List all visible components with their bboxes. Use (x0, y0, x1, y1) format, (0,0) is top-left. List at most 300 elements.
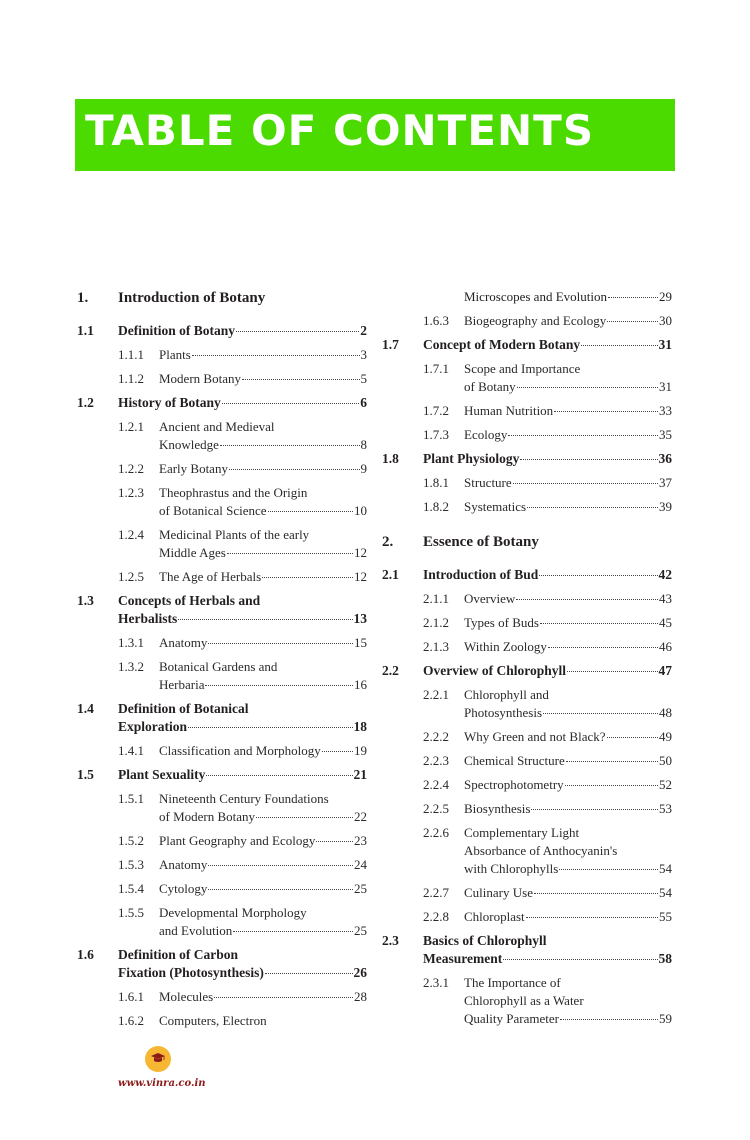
toc-entry-chapter[interactable] (77, 288, 367, 308)
entry-body (159, 856, 367, 874)
entry-title: Knowledge (159, 437, 219, 452)
entry-line (159, 658, 367, 676)
website-url[interactable]: www.vinra.co.in (118, 1078, 206, 1089)
entry-body (464, 360, 672, 396)
dot-leader (508, 435, 658, 436)
entry-title: Within Zoology (464, 639, 547, 654)
toc-entry-section[interactable] (382, 336, 672, 354)
entry-line (118, 964, 367, 982)
page-number: 31 (658, 337, 672, 352)
entry-body (118, 394, 367, 412)
entry-line (464, 474, 672, 492)
entry-body (423, 336, 672, 354)
dot-leader (566, 761, 658, 762)
entry-line (118, 766, 367, 784)
entry-line (159, 502, 367, 520)
entry-number: 2.1.2 (423, 615, 449, 630)
entry-title: Human Nutrition (464, 403, 554, 418)
dot-leader (208, 889, 353, 890)
entry-line (118, 322, 367, 340)
page-number: 37 (659, 475, 672, 490)
entry-body (464, 638, 672, 656)
entry-line (159, 436, 367, 454)
page-number: 12 (354, 545, 367, 560)
entry-number: 1.5.1 (118, 791, 144, 806)
entry-line (464, 728, 672, 746)
entry-body (464, 884, 672, 902)
dot-leader (178, 619, 352, 620)
dot-leader (222, 403, 360, 404)
entry-number: 1.8.1 (423, 475, 449, 490)
entry-title: Plant Geography and Ecology (159, 833, 316, 848)
entry-line (159, 460, 367, 478)
dot-leader (322, 751, 353, 752)
toc-entry-sub[interactable] (77, 832, 367, 850)
entry-line (118, 700, 367, 718)
entry-title: Classification and Morphology (159, 743, 321, 758)
entry-title: Essence of Botany (423, 534, 539, 550)
entry-title: Fixation (Photosynthesis) (118, 965, 264, 980)
entry-body (464, 800, 672, 818)
entry-number: 2.2.3 (423, 753, 449, 768)
entry-line (159, 880, 367, 898)
entry-line (464, 378, 672, 396)
entry-body (423, 450, 672, 468)
toc-entry-section[interactable] (77, 394, 367, 412)
toc-entry-sub[interactable] (382, 426, 672, 444)
toc-entry-sub[interactable] (382, 402, 672, 420)
page-number: 47 (658, 663, 672, 678)
entry-number: 1.5 (77, 767, 94, 782)
entry-body (159, 634, 367, 652)
toc-entry-sub[interactable] (77, 1012, 367, 1030)
entry-body (159, 742, 367, 760)
page-number: 52 (659, 777, 672, 792)
entry-title: Photosynthesis (464, 705, 543, 720)
entry-line (159, 634, 367, 652)
entry-title: Botanical Gardens and (159, 659, 278, 674)
entry-body (159, 370, 367, 388)
entry-line (464, 638, 672, 656)
entry-line (159, 790, 367, 808)
entry-number: 1.6 (77, 947, 94, 962)
toc-entry-sub[interactable] (382, 590, 672, 608)
entry-title: Exploration (118, 719, 188, 734)
entry-line (464, 590, 672, 608)
entry-body (464, 776, 672, 794)
toc-entry-sub[interactable] (77, 904, 367, 940)
toc-left-column (77, 288, 367, 1030)
entry-line (159, 346, 367, 364)
entry-line (159, 832, 367, 850)
toc-entry-section[interactable] (77, 322, 367, 340)
dot-leader (527, 507, 658, 508)
dot-leader (559, 869, 658, 870)
toc-entry-section[interactable] (77, 700, 367, 736)
dot-leader (531, 809, 658, 810)
toc-entry-sub[interactable] (382, 824, 672, 878)
dot-leader (520, 459, 657, 460)
entry-line (464, 908, 672, 926)
page-number: 5 (360, 371, 367, 386)
dot-leader (192, 355, 360, 356)
dot-leader (560, 1019, 658, 1020)
entry-title: Systematics (464, 499, 527, 514)
entry-number: 2.1 (382, 567, 399, 582)
entry-body (118, 766, 367, 784)
entry-number: 1.5.3 (118, 857, 144, 872)
entry-title: Herbalists (118, 611, 178, 626)
toc-entry-section[interactable] (77, 766, 367, 784)
entry-title: Middle Ages (159, 545, 226, 560)
entry-line (159, 742, 367, 760)
dot-leader (526, 917, 658, 918)
entry-number: 1.2.1 (118, 419, 144, 434)
entry-line (464, 704, 672, 722)
entry-title: Concepts of Herbals and (118, 593, 261, 608)
entry-title: Overview of Chlorophyll (423, 663, 566, 678)
toc-entry-section[interactable] (77, 946, 367, 982)
dot-leader (516, 599, 658, 600)
entry-title: Computers, Electron (159, 1013, 267, 1028)
entry-line (159, 856, 367, 874)
toc-entry-sub[interactable] (77, 568, 367, 586)
toc-entry-sub[interactable] (77, 658, 367, 694)
entry-line (159, 676, 367, 694)
entry-number: 2.2.5 (423, 801, 449, 816)
page-number: 16 (354, 677, 367, 692)
entry-title: Plant Sexuality (118, 767, 206, 782)
entry-title: with Chlorophylls (464, 861, 559, 876)
entry-number: 2.2.1 (423, 687, 449, 702)
dot-leader (513, 483, 658, 484)
entry-line (464, 884, 672, 902)
page-number: 36 (658, 451, 672, 466)
page-number: 25 (354, 881, 367, 896)
entry-line (464, 824, 672, 842)
entry-number: 1.2 (77, 395, 94, 410)
toc-entry-sub[interactable] (382, 474, 672, 492)
entry-title: Structure (464, 475, 512, 490)
page-title: TABLE OF CONTENTS (85, 106, 595, 155)
toc-entry-sub[interactable] (77, 880, 367, 898)
entry-title: Anatomy (159, 635, 208, 650)
toc-entry-sub[interactable] (77, 484, 367, 520)
page-number: 30 (659, 313, 672, 328)
entry-line (464, 752, 672, 770)
entry-title: Absorbance of Anthocyanin's (464, 843, 618, 858)
page-number: 54 (659, 885, 672, 900)
entry-body (464, 908, 672, 926)
entry-title: Molecules (159, 989, 214, 1004)
entry-body (464, 974, 672, 1028)
entry-number: 2.2.4 (423, 777, 449, 792)
page-number: 42 (658, 567, 672, 582)
dot-leader (205, 685, 353, 686)
toc-entry-sub[interactable] (77, 856, 367, 874)
toc-entry-sub[interactable] (77, 460, 367, 478)
entry-body (464, 402, 672, 420)
entry-body (118, 946, 367, 982)
toc-entry-section[interactable] (382, 450, 672, 468)
toc-entry-sub[interactable] (382, 884, 672, 902)
entry-line (118, 394, 367, 412)
entry-line (159, 1012, 367, 1030)
entry-line (464, 312, 672, 330)
entry-body (159, 880, 367, 898)
entry-title: Plants (159, 347, 191, 362)
entry-line (118, 592, 367, 610)
entry-number: 1.5.2 (118, 833, 144, 848)
entry-body (159, 658, 367, 694)
entry-title: Definition of Botanical (118, 701, 249, 716)
entry-title: Introduction of Botany (118, 290, 266, 306)
entry-number: 1.5.5 (118, 905, 144, 920)
entry-line (464, 974, 672, 992)
title-banner (75, 99, 675, 171)
dot-leader (256, 817, 353, 818)
entry-body (464, 728, 672, 746)
toc-entry-sub[interactable] (382, 312, 672, 330)
entry-title: Chemical Structure (464, 753, 565, 768)
entry-line (118, 288, 367, 308)
entry-line (464, 686, 672, 704)
entry-number: 1.8.2 (423, 499, 449, 514)
toc-entry-sub[interactable] (77, 418, 367, 454)
page-number: 24 (354, 857, 367, 872)
entry-line (159, 544, 367, 562)
entry-line (423, 950, 672, 968)
entry-body (423, 662, 672, 680)
toc-entry-sub[interactable] (77, 346, 367, 364)
toc-entry-sub[interactable] (77, 742, 367, 760)
toc-entry-sub[interactable] (77, 370, 367, 388)
toc-entry-chapter[interactable] (382, 532, 672, 552)
entry-line (159, 484, 367, 502)
entry-title: Ancient and Medieval (159, 419, 275, 434)
entry-body (159, 1012, 367, 1030)
entry-title: History of Botany (118, 395, 221, 410)
entry-body (118, 592, 367, 628)
entry-title: Why Green and not Black? (464, 729, 606, 744)
page-number: 58 (658, 951, 672, 966)
entry-title: Early Botany (159, 461, 228, 476)
entry-line (159, 988, 367, 1006)
toc-entry-sub[interactable] (382, 908, 672, 926)
toc-entry-section[interactable] (382, 566, 672, 584)
entry-body (423, 932, 672, 968)
entry-line (159, 568, 367, 586)
page-number: 59 (659, 1011, 672, 1026)
toc-entry-cont[interactable] (382, 288, 672, 306)
entry-title: Complementary Light (464, 825, 580, 840)
dot-leader (316, 841, 353, 842)
toc-entry-sub[interactable] (77, 634, 367, 652)
entry-number: 1.5.4 (118, 881, 144, 896)
entry-number: 2.1.1 (423, 591, 449, 606)
entry-title: Types of Buds (464, 615, 539, 630)
entry-title: Plant Physiology (423, 451, 520, 466)
entry-title: Scope and Importance (464, 361, 581, 376)
entry-line (423, 450, 672, 468)
entry-line (464, 288, 672, 306)
entry-line (464, 426, 672, 444)
entry-title: Theophrastus and the Origin (159, 485, 308, 500)
toc-entry-sub[interactable] (382, 638, 672, 656)
entry-title: Medicinal Plants of the early (159, 527, 310, 542)
dot-leader (539, 575, 657, 576)
page-number: 35 (659, 427, 672, 442)
page-number: 50 (659, 753, 672, 768)
entry-title: The Importance of (464, 975, 561, 990)
entry-number: 1.1.2 (118, 371, 144, 386)
page-number: 25 (354, 923, 367, 938)
toc-entry-section[interactable] (382, 662, 672, 680)
page-number: 48 (659, 705, 672, 720)
entry-title: Cytology (159, 881, 208, 896)
entry-body (159, 832, 367, 850)
dot-leader (208, 865, 353, 866)
entry-number: 1.4 (77, 701, 94, 716)
entry-number: 2.2.2 (423, 729, 449, 744)
toc-right-column (382, 288, 672, 1028)
entry-title: of Botany (464, 379, 516, 394)
dot-leader (503, 959, 657, 960)
entry-line (464, 776, 672, 794)
entry-title: of Botanical Science (159, 503, 267, 518)
entry-title: Definition of Botany (118, 323, 236, 338)
entry-line (159, 526, 367, 544)
toc-entry-sub[interactable] (382, 360, 672, 396)
entry-number: 1.6.2 (118, 1013, 144, 1028)
entry-title: Quality Parameter (464, 1011, 559, 1026)
entry-body (464, 614, 672, 632)
toc-entry-sub[interactable] (77, 988, 367, 1006)
entry-number: 1.7.3 (423, 427, 449, 442)
toc-entry-sub[interactable] (77, 790, 367, 826)
entry-number: 1.6.1 (118, 989, 144, 1004)
entry-number: 2.3 (382, 933, 399, 948)
toc-entry-section[interactable] (382, 932, 672, 968)
entry-line (464, 860, 672, 878)
entry-title: Nineteenth Century Foundations (159, 791, 329, 806)
dot-leader (229, 469, 360, 470)
dot-leader (607, 737, 658, 738)
entry-line (464, 402, 672, 420)
page-number: 19 (354, 743, 367, 758)
entry-title: and Evolution (159, 923, 233, 938)
dot-leader (208, 643, 353, 644)
entry-body (464, 824, 672, 878)
entry-line (464, 360, 672, 378)
entry-number: 2. (382, 534, 394, 550)
entry-number: 1.2.3 (118, 485, 144, 500)
page-number: 29 (659, 289, 672, 304)
entry-line (159, 370, 367, 388)
entry-number: 1.2.5 (118, 569, 144, 584)
entry-title: Basics of Chlorophyll (423, 933, 547, 948)
entry-title: Modern Botany (159, 371, 241, 386)
entry-number: 2.2.8 (423, 909, 449, 924)
entry-title: Ecology (464, 427, 508, 442)
entry-title: Anatomy (159, 857, 208, 872)
entry-title: Culinary Use (464, 885, 533, 900)
entry-body (464, 498, 672, 516)
page-number: 23 (354, 833, 367, 848)
page-number: 54 (659, 861, 672, 876)
entry-line (423, 932, 672, 950)
entry-body (464, 590, 672, 608)
page-number: 28 (354, 989, 367, 1004)
entry-line (423, 532, 672, 552)
dot-leader (548, 647, 658, 648)
entry-number: 1.8 (382, 451, 399, 466)
page-number: 10 (354, 503, 367, 518)
entry-body (159, 988, 367, 1006)
entry-title: Herbaria (159, 677, 205, 692)
page-number: 22 (354, 809, 367, 824)
toc-entry-sub[interactable] (382, 614, 672, 632)
entry-line (423, 662, 672, 680)
entry-number: 1.7.1 (423, 361, 449, 376)
entry-line (118, 610, 367, 628)
entry-line (159, 418, 367, 436)
entry-body (159, 568, 367, 586)
entry-number: 2.2 (382, 663, 399, 678)
entry-number: 1.2.2 (118, 461, 144, 476)
entry-number: 1.3.2 (118, 659, 144, 674)
toc-entry-sub[interactable] (382, 800, 672, 818)
entry-number: 1.6.3 (423, 313, 449, 328)
entry-number: 1.7 (382, 337, 399, 352)
toc-entry-sub[interactable] (382, 728, 672, 746)
entry-number: 1.7.2 (423, 403, 449, 418)
toc-entry-sub[interactable] (77, 526, 367, 562)
entry-number: 2.2.7 (423, 885, 449, 900)
dot-leader (236, 331, 359, 332)
toc-entry-sub[interactable] (382, 974, 672, 1028)
page-number: 53 (659, 801, 672, 816)
entry-line (423, 566, 672, 584)
entry-line (159, 904, 367, 922)
entry-title: Concept of Modern Botany (423, 337, 581, 352)
page-number: 2 (360, 323, 367, 338)
entry-body (159, 790, 367, 826)
dot-leader (607, 321, 658, 322)
page-number: 18 (353, 719, 367, 734)
entry-body (159, 460, 367, 478)
entry-line (423, 336, 672, 354)
entry-number: 2.1.3 (423, 639, 449, 654)
entry-body (464, 752, 672, 770)
toc-entry-sub[interactable] (382, 752, 672, 770)
toc-entry-sub[interactable] (382, 498, 672, 516)
entry-title: Chlorophyll as a Water (464, 993, 584, 1008)
toc-entry-sub[interactable] (382, 776, 672, 794)
toc-entry-section[interactable] (77, 592, 367, 628)
toc-entry-sub[interactable] (382, 686, 672, 722)
entry-number: 1. (77, 290, 89, 306)
page-number: 46 (659, 639, 672, 654)
entry-line (464, 800, 672, 818)
entry-title: Chlorophyll and (464, 687, 549, 702)
entry-body (118, 322, 367, 340)
entry-body (159, 346, 367, 364)
page-number: 33 (659, 403, 672, 418)
page-number: 3 (360, 347, 367, 362)
entry-body (159, 484, 367, 520)
page-number: 9 (360, 461, 367, 476)
